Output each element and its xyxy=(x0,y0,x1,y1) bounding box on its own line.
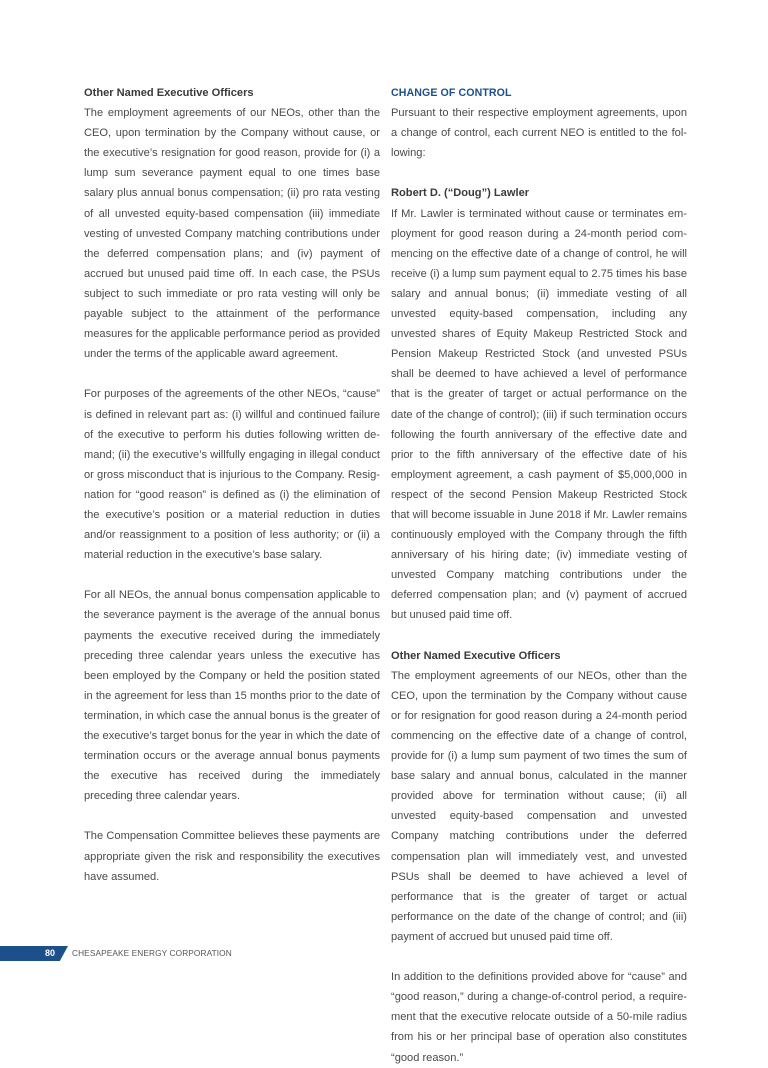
page-footer xyxy=(0,946,300,961)
left-column xyxy=(84,83,380,887)
subheading-other-neos: Other Named Executive Officers xyxy=(391,649,561,662)
paragraph-cause-definition: For purposes of the agreements of the other NEOs, “cause” is defined in relevant part as: (i) willful and continued failure of the executive to perform his duties following written demand; (ii) the executive’s willfully engaging in illegal conduct or gross misconduct that is injurious to the Company. Resignation for “good reason” is defined as (i) the elimination of the executive’s position or a material reduction in duties and/or reassignment to a position of less authority; or (ii) a material reduction in the executive’s base salary. xyxy=(84,388,380,562)
right-column xyxy=(391,83,687,1068)
paragraph-annual-bonus: For all NEOs, the annual bonus compensation applicable to the severance payment is the average of the annual bonus payments the executive received during the immediately preceding three calendar years unless the executive has been employed by the Company or held the position stated in the agreement for less than 15 months prior to the date of termination, in which case the annual bonus is the greater of the executive’s target bonus for the year in which the date of termination occurs or the average annual bonus payments the executive has received during the immediately preceding three calendar years. xyxy=(84,589,381,803)
section-heading-other-neos: Other Named Executive Officers xyxy=(84,87,254,99)
company-name: CHESAPEAKE ENERGY CORPORATION xyxy=(72,948,232,958)
section-title-change-of-control: CHANGE OF CONTROL xyxy=(391,87,512,99)
paragraph-change-of-control-intro: Pursuant to their respective employment agreements, upon a change of control, each current NEO is entitled to the following: xyxy=(391,107,687,160)
subheading-ceo: Robert D. (“Doug”) Lawler xyxy=(391,187,530,200)
paragraph-good-reason-addition: In addition to the definitions provided above for “cause” and “good reason,” during a change-of-control period, a requirement that the executive relocate outside of a 50-mile radius from his or her principal base of operation also constitutes “good reason.” xyxy=(391,971,687,1064)
page-number: 80 xyxy=(44,948,55,958)
paragraph-committee-belief: The Compensation Committee believes these payments are appropriate given the risk and responsibility the executives have assumed. xyxy=(84,830,380,883)
paragraph-other-neo-terms: The employment agreements of our NEOs, other than the CEO, upon the termination by the Company without cause or for resignation for good reason during a 24-month period commencing on the effective date of a change of control, provide for (i) a lump sum payment of two times the sum of base salary and annual bonus, calculated in the manner provided above for termination without cause; (ii) all unvested equity-based compensation and unvested Company matching contributions under the deferred compensation plan will immediately vest, and unvested PSUs shall be deemed to have achieved a level of performance that is the greater of target or actual performance on the date of the change of control; and (iii) payment of accrued but unused paid time off. xyxy=(391,669,687,943)
paragraph-ceo-terms: If Mr. Lawler is terminated without cause or terminates employment for good reason during a 24-month period commencing on the effective date of a change of control, he will receive (i) a lump sum payment equal to 2.75 times his base salary and annual bonus; (ii) immediate vesting of all unvested equity-based compensation, including any unvested shares of Equity Makeup Restricted Stock and Pension Makeup Restricted Stock (and unvested PSUs shall be deemed to have achieved a level of performance that is the greater of target or actual performance on the date of the change of control); (iii) if such termination occurs following the fourth anniversary of the effective date and prior to the fifth anniversary of the effective date of his employment agreement, a cash payment of $5,000,000 in respect of the second Pension Makeup Restricted Stock that will become issuable in June 2018 if Mr. Lawler remains continuously employed with the Company through the fifth anniversary of his hiring date; (iv) immediate vesting of unvested Company matching contributions under the deferred compensation plan; and (v) payment of accrued but unused paid time off. xyxy=(391,207,687,622)
paragraph-neo-agreements: The employment agreements of our NEOs, other than the CEO, upon termination by the Company without cause, or the executive’s resignation for good reason, provide for (i) a lump sum severance payment equal to one times base salary plus annual bonus compensation; (ii) pro rata vesting of all unvested equity-based compensation (iii) immediate vesting of unvested Company matching contributions under the deferred compensation plans; and (iv) payment of accrued but unused paid time off. In each case, the PSUs subject to such immediate or pro rata vesting will only be payable subject to the attainment of the performance measures for the applicable performance period as provided under the terms of the applicable award agreement. xyxy=(84,107,380,361)
